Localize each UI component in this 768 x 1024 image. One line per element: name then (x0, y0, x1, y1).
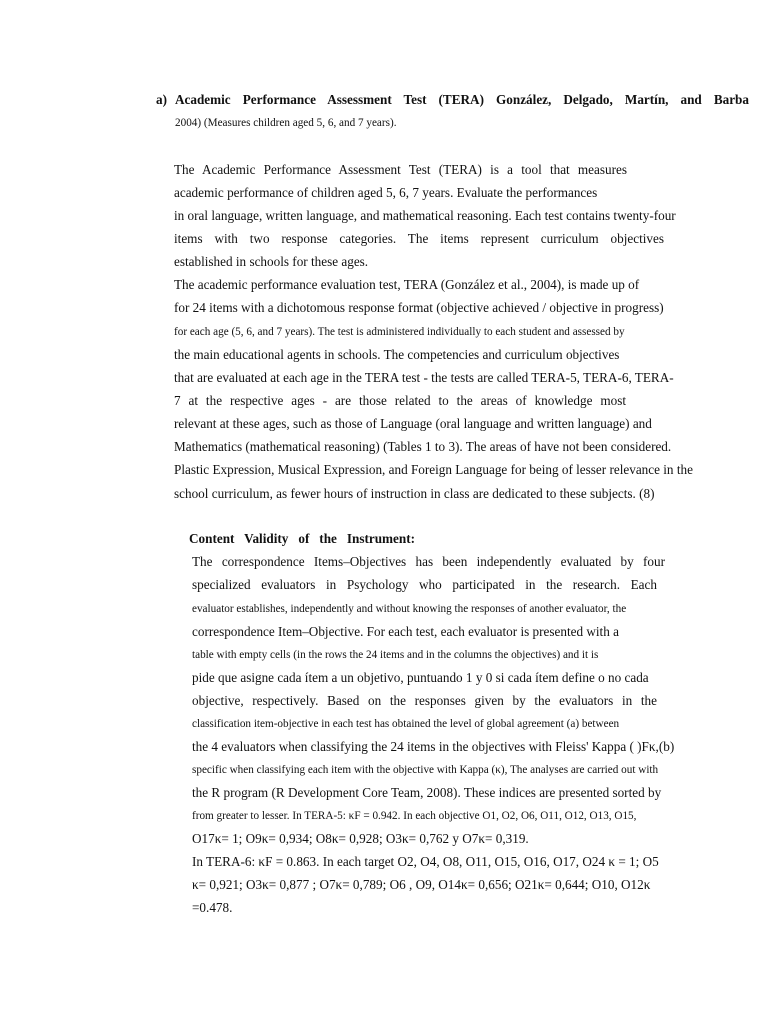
para3-line: specialized evaluators in Psychology who participated in the research. Each (192, 577, 657, 592)
para3-line: The correspondence Items–Objectives has been independently evaluated by four (192, 554, 665, 569)
para2-line: school curriculum, as fewer hours of instruction in class are dedicated to these subjects. (8) (174, 486, 655, 501)
para3-line: table with empty cells (in the rows the 24 items and in the columns the objectives) and it is (192, 649, 599, 661)
para3-line: classification item-objective in each test has obtained the level of global agreement (a) between (192, 718, 620, 730)
heading-title: Academic Performance Assessment Test (TERA) González, Delgado, Martín, and Barba (175, 92, 749, 107)
para2-line: for each age (5, 6, and 7 years). The test is administered individually to each student and assessed by (174, 326, 625, 338)
para2-line: relevant at these ages, such as those of Language (oral language and written language) and (174, 416, 652, 431)
para3-line: objective, respectively. Based on the responses given by the evaluators in the (192, 693, 657, 708)
para2-line: for 24 items with a dichotomous response format (objective achieved / objective in progress) (174, 300, 664, 315)
para3-line: In TERA-6: κF = 0.863. In each target O2, O4, O8, O11, O15, O16, O17, O24 κ = 1; O5 (192, 854, 659, 869)
para1-line: in oral language, written language, and mathematical reasoning. Each test contains twenty-four (174, 208, 676, 223)
para2-line: the main educational agents in schools. The competencies and curriculum objectives (174, 347, 620, 362)
para2-line: Mathematics (mathematical reasoning) (Tables 1 to 3). The areas of have not been considered. (174, 439, 672, 454)
para2-line: 7 at the respective ages - are those related to the areas of knowledge most (174, 393, 626, 408)
para1-line: The Academic Performance Assessment Test (TERA) is a tool that measures (174, 162, 627, 177)
para3-line: specific when classifying each item with the objective with Kappa (κ), The analyses are carried out with (192, 764, 659, 776)
heading-marker: a) (156, 92, 167, 107)
para3-line: from greater to lesser. In TERA-5: κF = 0.942. In each objective O1, O2, O6, O11, O12, O13, O15, (192, 810, 637, 822)
para2-line: that are evaluated at each age in the TERA test - the tests are called TERA-5, TERA-6, TERA- (174, 370, 674, 385)
para1-line: established in schools for these ages. (174, 254, 369, 269)
para3-line: pide que asigne cada ítem a un objetivo, puntuando 1 y 0 si cada ítem define o no cada (192, 670, 649, 685)
para3-line: the R program (R Development Core Team, 2008). These indices are presented sorted by (192, 785, 662, 800)
heading-subtitle: 2004) (Measures children aged 5, 6, and 7 years). (175, 117, 397, 129)
para3-line: the 4 evaluators when classifying the 24 items in the objectives with Fleiss' Kappa ( )Fκ,(b) (192, 739, 675, 754)
para3-line: κ= 0,921; O3κ= 0,877 ; O7κ= 0,789; O6 , O9, O14κ= 0,656; O21κ= 0,644; O10, O12κ (192, 877, 651, 892)
para3-line: O17κ= 1; O9κ= 0,934; O8κ= 0,928; O3κ= 0,762 y O7κ= 0,319. (192, 831, 529, 846)
para3-line: =0.478. (192, 900, 233, 915)
para3-line: correspondence Item–Objective. For each test, each evaluator is presented with a (192, 624, 619, 639)
para3-line: evaluator establishes, independently and without knowing the responses of another evaluator, the (192, 603, 627, 615)
para2-line: Plastic Expression, Musical Expression, and Foreign Language for being of lesser relevance in the (174, 462, 693, 477)
para2-line: The academic performance evaluation test, TERA (González et al., 2004), is made up of (174, 277, 640, 292)
section-title: Content Validity of the Instrument: (189, 531, 415, 546)
para1-line: academic performance of children aged 5, 6, 7 years. Evaluate the performances (174, 185, 598, 200)
para1-line: items with two response categories. The items represent curriculum objectives (174, 231, 664, 246)
